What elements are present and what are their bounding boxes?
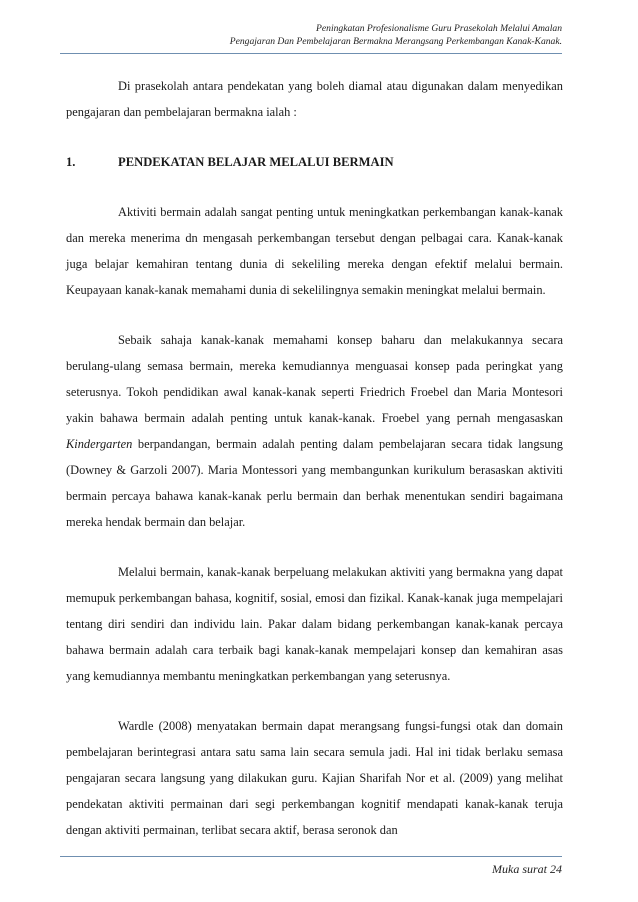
section-heading (66, 149, 563, 175)
paragraph-1: Aktiviti bermain adalah sangat penting untuk meningkatkan perkembangan kanak-kanak dan mereka menerima dn mengasah perkembangan tersebut dengan pelbagai cara. Kanak-kanak juga belajar kemahiran tentang dunia di sekeliling mereka dengan efektif melalui bermain. Keupayaan kanak-kanak memahami dunia di sekelilingnya semakin meningkat melalui bermain. (66, 205, 563, 297)
header-line-1: Peningkatan Profesionalisme Guru Prasekolah Melalui Amalan (316, 23, 562, 34)
section-number: 1. (66, 155, 76, 169)
page-number: Muka surat 24 (492, 862, 562, 876)
running-header (60, 22, 562, 48)
section-title: PENDEKATAN BELAJAR MELALUI BERMAIN (118, 155, 394, 169)
paragraph-2-part-2: berpandangan, bermain adalah penting dalam pembelajaran secara tidak langsung (Downey & Garzoli 2007). Maria Montessori yang membangunkan kurikulum berasaskan aktiviti bermain percaya bahawa kanak-kanak perlu bermain dan berhak menentukan sendiri bagaimana mereka hendak bermain dan belajar. (66, 437, 563, 529)
header-line-2: Pengajaran Dan Pembelajaran Bermakna Merangsang Perkembangan Kanak-Kanak. (229, 36, 562, 47)
header-divider (60, 53, 562, 54)
paragraph-2 (66, 327, 563, 535)
paragraph-4: Wardle (2008) menyatakan bermain dapat merangsang fungsi-fungsi otak dan domain pembelajaran berintegrasi antara satu sama lain secara semula jadi. Hal ini tidak berlaku semasa pengajaran secara langsung yang dilakukan guru. Kajian Sharifah Nor et al. (2009) yang melihat pendekatan aktiviti permainan dari segi perkembangan kognitif mendapati kanak-kanak teruja dengan aktiviti permainan, terlibat secara aktif, berasa seronok dan (66, 719, 563, 837)
paragraph-2-italic-term: Kindergarten (66, 437, 133, 451)
intro-paragraph: Di prasekolah antara pendekatan yang boleh diamal atau digunakan dalam menyedikan pengajaran dan pembelajaran bermakna ialah : (66, 79, 563, 119)
paragraph-2-part-1: Sebaik sahaja kanak-kanak memahami konsep baharu dan melakukannya secara berulang-ulang semasa bermain, mereka kemudiannya menguasai konsep pada peringkat yang seterusnya. Tokoh pendidikan awal kanak-kanak seperti Friedrich Froebel dan Maria Montesori yakin bahawa bermain adalah penting untuk kanak-kanak. Froebel yang pernah mengasaskan (66, 333, 563, 425)
page-body (66, 73, 563, 843)
footer-divider (60, 856, 562, 857)
paragraph-3: Melalui bermain, kanak-kanak berpeluang melakukan aktiviti yang bermakna yang dapat memupuk perkembangan bahasa, kognitif, sosial, emosi dan fizikal. Kanak-kanak juga mempelajari tentang diri sendiri dan individu lain. Pakar dalam bidang perkembangan kanak-kanak percaya bahawa bermain adalah cara terbaik bagi kanak-kanak mempelajari konsep dan kemahiran asas yang kemudiannya membantu meningkatkan perkembangan yang seterusnya. (66, 565, 563, 683)
